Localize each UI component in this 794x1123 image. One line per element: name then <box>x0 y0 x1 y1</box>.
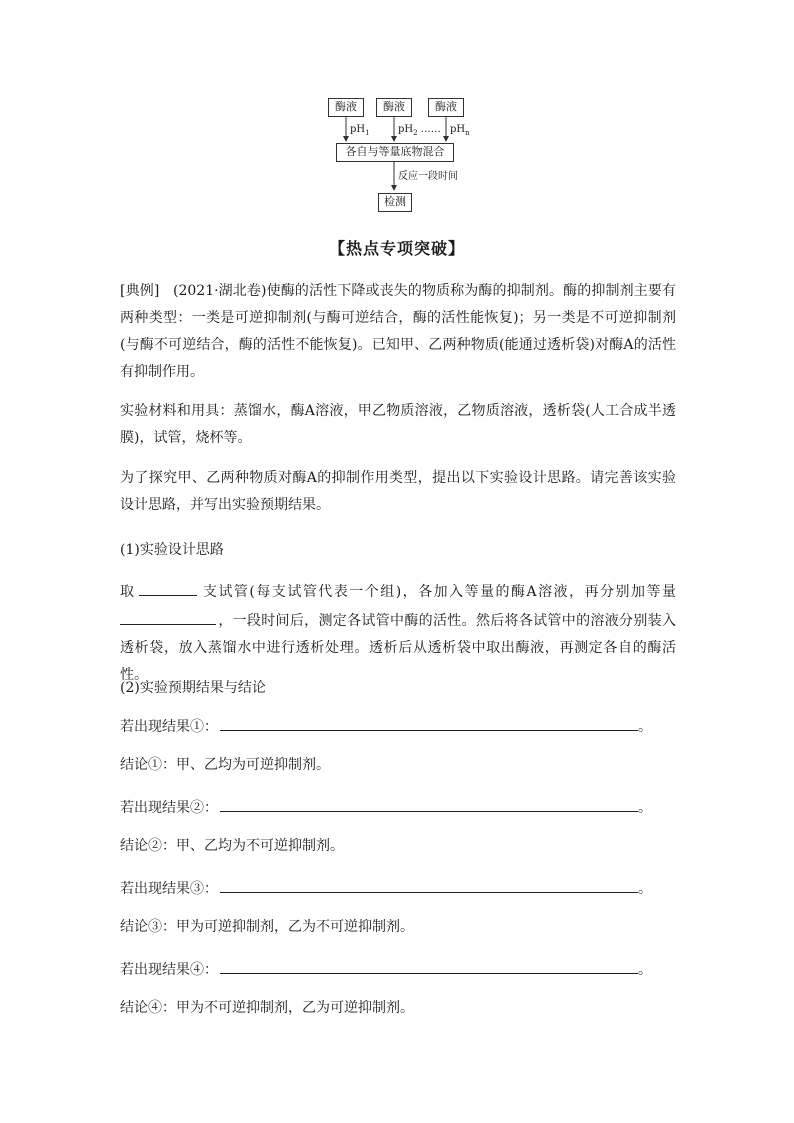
blank-reagent[interactable] <box>120 606 216 625</box>
example-source: (2021·湖北卷) <box>173 283 267 299</box>
purpose-paragraph: 为了探究甲、乙两种物质对酶A的抑制作用类型，提出以下实验设计思路。请完善该实验设计思路，并写出实验预期结果。 <box>120 470 676 513</box>
section-title: 【热点专项突破】 <box>328 239 465 258</box>
answer-line-3[interactable] <box>220 876 638 893</box>
result-row-1: 若出现结果①： 。 <box>120 714 652 737</box>
conclusion-3: 结论③：甲为可逆抑制剂，乙为不可逆抑制剂。 <box>120 919 414 935</box>
materials-paragraph: 实验材料和用具：蒸馏水，酶A溶液，甲乙物质溶液，乙物质溶液，透析袋(人工合成半透膜)，试管，烧杯等。 <box>120 403 676 446</box>
react-label: 反应一段时间 <box>398 171 458 182</box>
result-row-2: 若出现结果②： 。 <box>120 795 652 818</box>
flow-diagram <box>0 0 794 220</box>
mix-box: 各自与等量底物混合 <box>336 143 454 162</box>
blank-tube-count[interactable] <box>139 577 197 596</box>
enzyme-box-2: 酶液 <box>376 98 412 117</box>
answer-line-1[interactable] <box>220 714 638 731</box>
ph2-label: $pH_2$ …… <box>398 124 441 137</box>
phn-label: $pH_n$ <box>450 124 470 137</box>
answer-line-4[interactable] <box>220 957 638 974</box>
conclusion-4: 结论④：甲为不可逆抑制剂，乙为可逆抑制剂。 <box>120 1000 414 1016</box>
example-tag: [典例] <box>120 283 160 299</box>
conclusion-1: 结论①：甲、乙均为可逆抑制剂。 <box>120 757 330 773</box>
detect-box: 检测 <box>378 193 412 212</box>
part1-heading: (1)实验设计思路 <box>120 542 224 558</box>
enzyme-box-3: 酶液 <box>428 98 464 117</box>
result-row-4: 若出现结果④： 。 <box>120 957 652 980</box>
result-row-3: 若出现结果③： 。 <box>120 876 652 899</box>
example-paragraph <box>120 278 676 386</box>
enzyme-box-1: 酶液 <box>328 98 364 117</box>
part1-paragraph: 取 支试管(每支试管代表一个组)，各加入等量的酶A溶液，再分别加等量，一段时间后，测定各试管中酶的活性。然后将各试管中的溶液分别装入透析袋，放入蒸馏水中进行透析处理。透析后从透析袋中取出酶液，再测定各自的酶活性。 <box>120 577 676 689</box>
example-text: 使酶的活性下降或丧失的物质称为酶的抑制剂。酶的抑制剂主要有两种类型：一类是可逆抑制剂(与酶可逆结合，酶的活性能恢复)；另一类是不可逆抑制剂(与酶不可逆结合，酶的活性不能恢复)。已知甲、乙两种物质(能通过透析袋)对酶A的活性有抑制作用。 <box>120 283 676 380</box>
part2-heading: (2)实验预期结果与结论 <box>120 680 266 696</box>
ph1-label: $pH_1$ <box>350 124 370 137</box>
conclusion-2: 结论②：甲、乙均为不可逆抑制剂。 <box>120 838 344 854</box>
answer-line-2[interactable] <box>220 795 638 812</box>
